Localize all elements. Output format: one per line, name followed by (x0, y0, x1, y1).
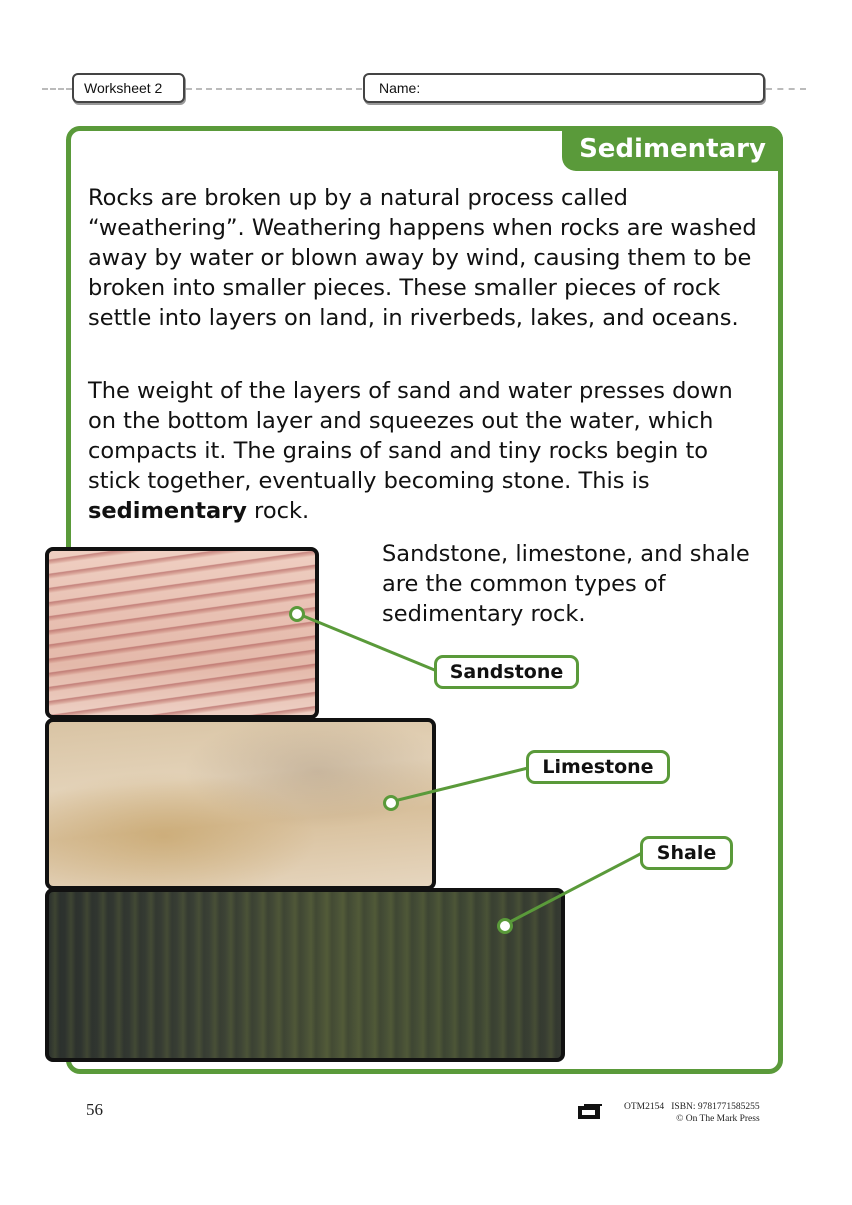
paragraph-weathering: Rocks are broken up by a natural process called “weathering”. Weathering happens when rocks are washed away by water or blown away by wind, causing them to be broken into smaller pieces. These smaller pieces of rock settle into layers on land, in riverbeds, lakes, and oceans. (88, 185, 757, 331)
rock-types-intro: Sandstone, limestone, and shale are the common types of sedimentary rock. (382, 541, 750, 627)
shale-label: Shale (640, 836, 733, 870)
page-number: 56 (86, 1100, 103, 1119)
paragraph-compaction: The weight of the layers of sand and water presses down on the bottom layer and squeezes out the water, which compacts it. The grains of sand and tiny rocks begin to stick together, eventually becoming stone. This is sedimentary rock. (88, 378, 733, 524)
isbn: ISBN: 9781771585255 (671, 1102, 760, 1112)
footer-publication-info (624, 1101, 760, 1125)
limestone-label: Limestone (526, 750, 670, 784)
product-code: OTM2154 (624, 1102, 665, 1112)
section-title: Sedimentary (562, 126, 783, 171)
sandstone-label: Sandstone (434, 655, 579, 689)
publisher-logo-icon (578, 1103, 606, 1119)
name-field-label: Name: (379, 80, 421, 96)
sedimentary-term: sedimentary (88, 498, 247, 524)
shale-marker (497, 918, 513, 934)
limestone-marker (383, 795, 399, 811)
copyright: © On The Mark Press (676, 1114, 760, 1124)
sandstone-marker (289, 606, 305, 622)
worksheet-label-text: Worksheet 2 (84, 80, 163, 96)
